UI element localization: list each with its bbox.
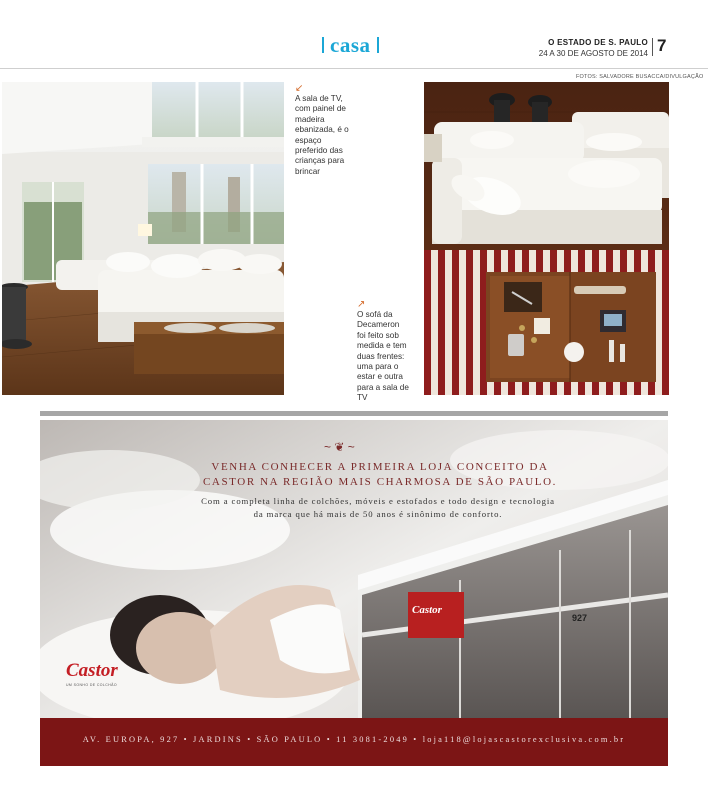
caption-sofa-text: O sofá da Decameron foi feito sob medida e tem duas frentes: uma para o estar e outra para a sala de TV	[357, 310, 409, 403]
section-name: casa	[330, 32, 371, 57]
castor-logo-wordmark: Castor	[66, 660, 118, 681]
masthead	[539, 38, 648, 58]
section-logo	[322, 34, 379, 56]
caption-sofa	[357, 300, 409, 404]
living-room-photo	[424, 82, 669, 395]
page-header	[0, 0, 708, 70]
caption-arrow-icon: ↙	[295, 83, 304, 94]
edition-date: 24 A 30 DE AGOSTO DE 2014	[538, 49, 648, 58]
ad-headline: VENHA CONHECER A PRIMEIRA LOJA CONCEITO DA CASTOR NA REGIÃO MAIS CHARMOSA DE SÃO PAULO.	[202, 461, 557, 488]
ad-ornament: ~ ❦ ~	[324, 440, 355, 454]
caption-arrow-icon: ↗	[357, 299, 366, 310]
castor-logo	[66, 660, 118, 687]
page-number-divider	[652, 38, 653, 56]
caption-tv-room	[295, 84, 353, 177]
ad-footer-contact: AV. EUROPA, 927 • JARDINS • SÃO PAULO • 11 3081-2049 • loja118@lojascastorexclusiva.com.br	[82, 735, 626, 744]
section-logo-bar-right	[377, 37, 379, 53]
store-street-number: 927	[572, 613, 588, 623]
tv-room-photo	[2, 82, 284, 395]
page-number: 7	[657, 36, 667, 55]
castor-advertisement	[40, 420, 668, 766]
header-rule	[0, 68, 708, 69]
castor-tagline: UM SONHO DE COLCHÃO	[66, 683, 117, 687]
store-sign-logo: Castor	[412, 604, 442, 616]
newspaper-name: O ESTADO DE S. PAULO	[548, 38, 648, 47]
photo-credit: FOTOS: SALVADORE BUSACCA/DIVULGAÇÃO	[576, 74, 704, 80]
living-room-illustration	[424, 82, 669, 395]
ad-footer-bar	[40, 718, 668, 766]
ad-body: Com a completa linha de colchões, móveis e estofados e todo design e tecnologia da marca que há mais de 50 anos é sinônimo de conforto.	[201, 496, 555, 519]
ad-top-bar	[40, 411, 668, 416]
tv-room-illustration	[2, 82, 284, 395]
caption-tv-room-text: A sala de TV, com painel de madeira ebanizada, é o espaço preferido das crianças para brincar	[295, 94, 349, 176]
